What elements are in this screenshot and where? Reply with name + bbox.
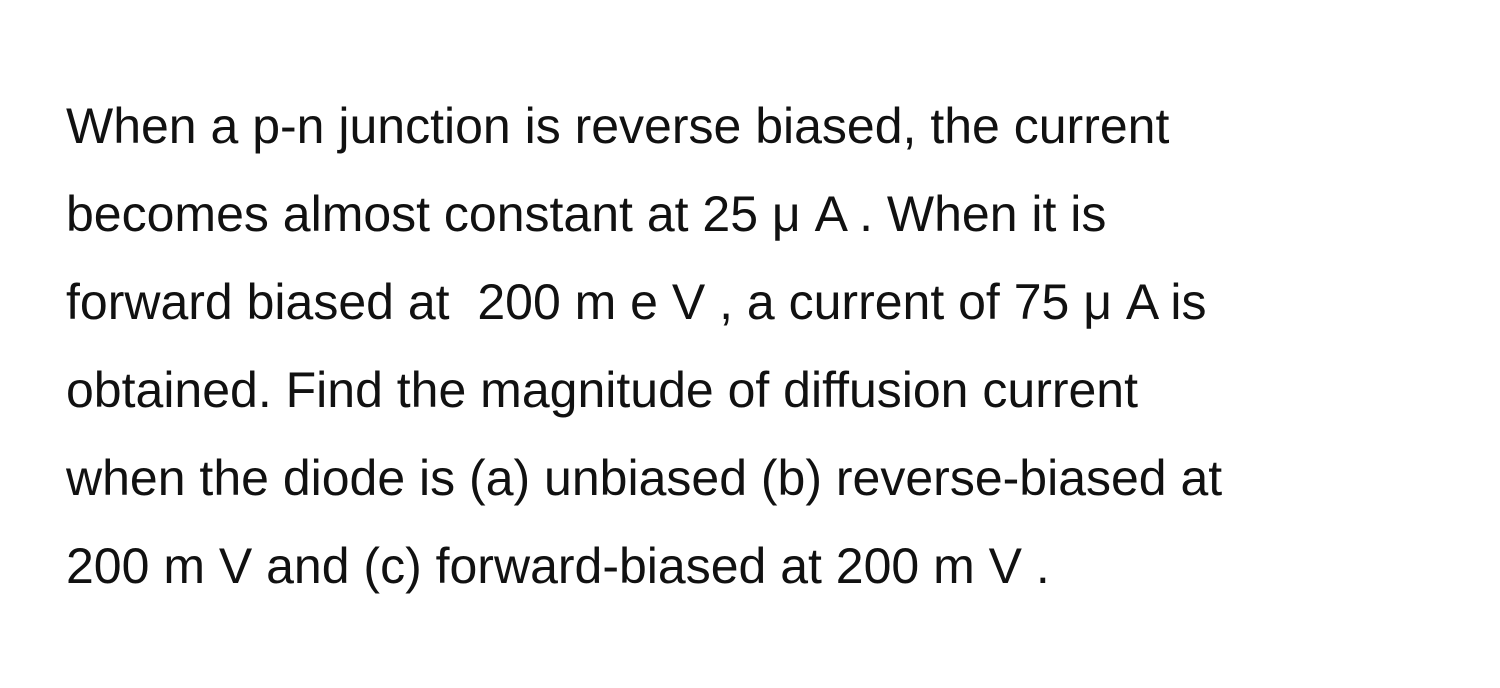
question-line-6: 200 m V and (c) forward-biased at 200 m V .	[66, 538, 1050, 594]
question-line-2: becomes almost constant at 25 μ A . When it is	[66, 186, 1107, 242]
question-text	[66, 82, 1466, 610]
question-line-4: obtained. Find the magnitude of diffusion current	[66, 362, 1138, 418]
question-line-5: when the diode is (a) unbiased (b) reverse-biased at	[66, 450, 1223, 506]
question-line-1: When a p-n junction is reverse biased, the current	[66, 98, 1170, 154]
question-line-3: forward biased at 200 m e V , a current of 75 μ A is	[66, 274, 1207, 330]
